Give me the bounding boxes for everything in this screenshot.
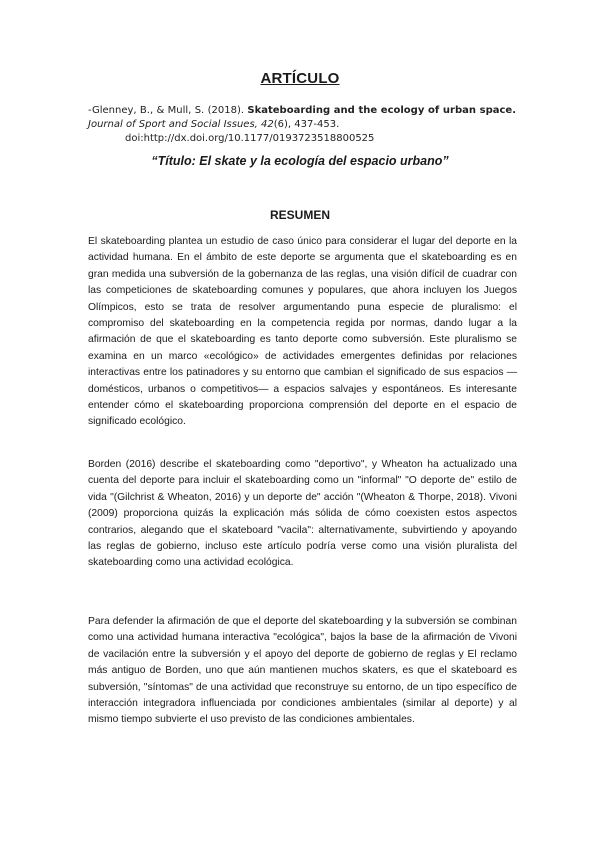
citation-issue-pages: (6), 437-453. bbox=[273, 119, 340, 130]
document-title: ARTÍCULO bbox=[260, 70, 340, 87]
citation-doi: doi:http://dx.doi.org/10.1177/0193723518800525 bbox=[125, 133, 375, 144]
citation-article-title: Skateboarding and the ecology of urban space. bbox=[247, 105, 516, 116]
citation bbox=[88, 104, 516, 146]
section-heading: RESUMEN bbox=[269, 208, 330, 222]
document-subtitle: “Título: El skate y la ecología del espacio urbano” bbox=[151, 154, 449, 168]
paragraph: Para defender la afirmación de que el deporte del skateboarding y la subversión se combinan como una actividad humana interactiva "ecológica", bajos la base de la afirmación de Vivoni de vacilación entre la subversión y el apoyo del deporte de gobierno de reglas y El reclamo más antiguo de Borden, uno que aún mantienen muchos skaters, es que el skateboard es subversión, "síntomas" de una actividad que reconstruye su entorno, de un tipo específico de interacción integradora influenciada por condiciones ambientales (similar al deporte) y al mismo tiempo subvierte el uso previsto de las condiciones ambientales. bbox=[88, 616, 517, 726]
paragraph: El skateboarding plantea un estudio de caso único para considerar el lugar del deporte en la actividad humana. En el ámbito de este deporte se argumenta que el skateboarding es en gran medida una subversión de la gobernanza de las reglas, una visión difícil de cuadrar con las competiciones de skateboarding comunes y populares, que ahora incluyen los Juegos Olímpicos, esto se trata de resolver argumentando puna especie de pluralismo: el compromiso del skateboarding en la competencia regida por normas, dando lugar a la afirmación de que el skateboarding es tanto deporte como subversión. Este pluralismo se examina en un marco «ecológico» de actividades emergentes definidas por relaciones interactivas entre los patinadores y su entorno que cambian el significado de sus espacios —domésticos, urbanos o competitivos— a espacios salvajes y espontáneos. Es interesante entender cómo el skateboarding proporciona comprensión del deporte en el espacio de significado ecológico. bbox=[88, 236, 517, 428]
paragraph: Borden (2016) describe el skateboarding como "deportivo", y Wheaton ha actualizado una cuenta del deporte para incluir el skateboarding como un "informal" "O deporte de" estilo de vida "(Gilchrist & Wheaton, 2016) y un deporte de" acción "(Wheaton & Thorpe, 2018). Vivoni (2009) proporciona quizás la explicación más sólida de cómo coexisten estos aspectos contrarios, alegando que el skateboard "vacila": alternativamente, subvirtiendo y apoyando las reglas de gobierno, incluso este artículo podría verse como una visión pluralista del skateboarding como una actividad ecológica. bbox=[88, 459, 517, 569]
citation-journal: Journal of Sport and Social Issues, 42 bbox=[88, 119, 274, 130]
citation-authors: -Glenney, B., & Mull, S. (2018). bbox=[88, 105, 245, 116]
